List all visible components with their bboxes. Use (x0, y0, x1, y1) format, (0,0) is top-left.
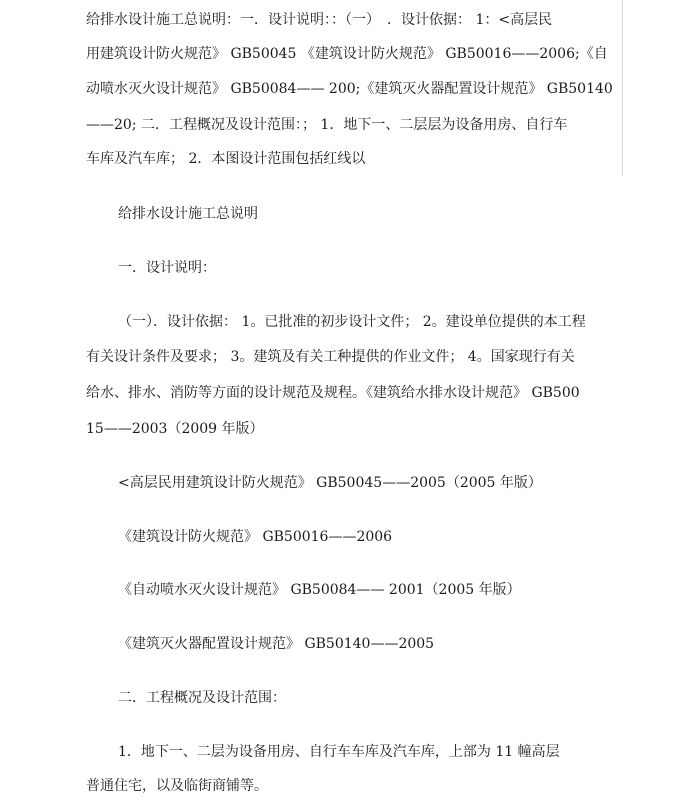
basis-line-4: 15——2003（2009 年版） (86, 421, 264, 437)
basis-line-1: （一）．设计依据： 1。已批准的初步设计文件； 2。建设单位提供的本工程 (118, 314, 586, 330)
section1-heading: 一．设计说明： (118, 260, 216, 276)
section2-heading: 二．工程概况及设计范围： (118, 690, 286, 706)
summary-line-3: 动喷水灭火设计规范》 GB50084—— 200;《建筑灭火器配置设计规范》 GB50140 (86, 81, 613, 97)
basis-line-3: 给水、排水、消防等方面的设计规范及规程。《建筑给水排水设计规范》 GB500 (86, 385, 580, 401)
summary-line-1: 给排水设计施工总说明：一．设计说明：：（一） ．设计依据： 1：<高层民 (86, 12, 553, 28)
summary-line-4: ——20; 二．工程概况及设计范围：； 1．地下一、二层层为设备用房、自行车 (86, 117, 568, 133)
code-line-4: 《建筑灭火器配置设计规范》 GB50140——2005 (118, 636, 435, 652)
basis-line-2: 有关设计条件及要求； 3。建筑及有关工种提供的作业文件； 4。国家现行有关 (86, 349, 575, 365)
summary-line-5: 车库及汽车库； 2．本图设计范围包括红线以 (86, 151, 366, 167)
document-title: 给排水设计施工总说明 (118, 206, 258, 222)
overview-line-2: 普通住宅，以及临街商铺等。 (86, 778, 268, 794)
overview-line-1: 1．地下一、二层为设备用房、自行车车库及汽车库，上部为 11 幢高层 (118, 744, 560, 760)
code-line-1: <高层民用建筑设计防火规范》 GB50045——2005（2005 年版） (118, 475, 542, 491)
summary-line-2: 用建筑设计防火规范》 GB50045 《建筑设计防火规范》 GB50016——2006;《自 (86, 46, 608, 62)
code-line-3: 《自动喷水灭火设计规范》 GB50084—— 2001（2005 年版） (118, 582, 521, 598)
code-line-2: 《建筑设计防火规范》 GB50016——2006 (118, 529, 393, 545)
summary-block (86, 0, 623, 176)
